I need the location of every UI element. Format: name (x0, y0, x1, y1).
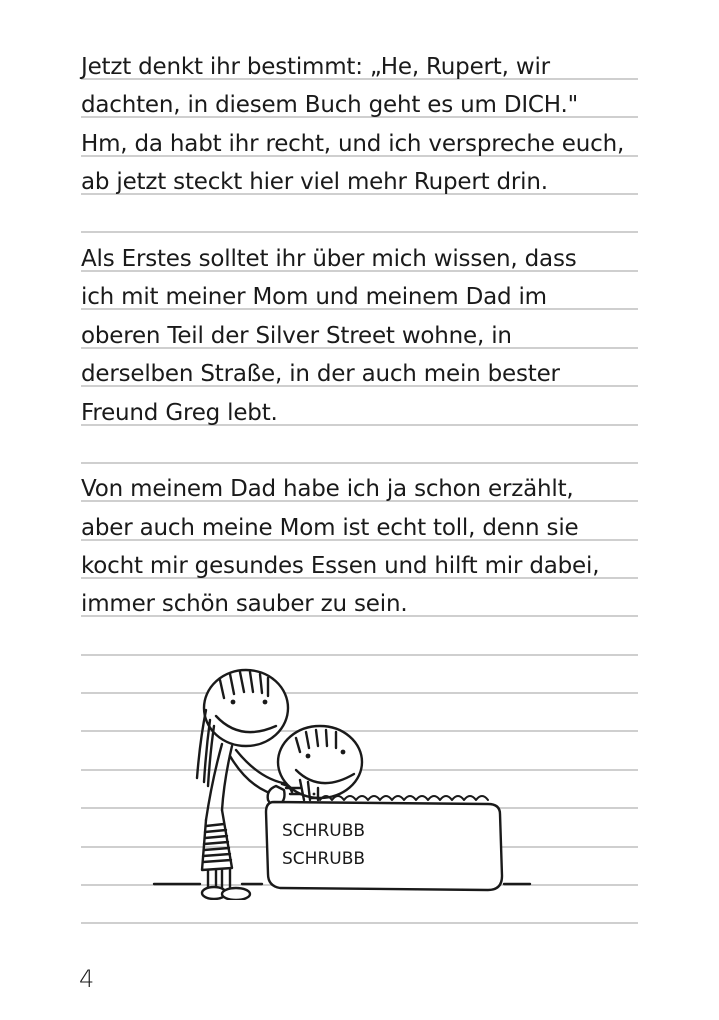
text-line: Jetzt denkt ihr bestimmt: „He, Rupert, wir (81, 54, 550, 80)
bubbles-icon (320, 796, 488, 800)
text-line: Hm, da habt ihr recht, und ich verspreche euch, (81, 131, 625, 157)
rule-line (81, 654, 638, 656)
sound-effect-line-2: SCHRUBB (282, 849, 366, 869)
text-line: kocht mir gesundes Essen und hilft mir dabei, (81, 553, 600, 579)
rule-line (81, 922, 638, 924)
sound-effect-line-1: SCHRUBB (282, 821, 366, 841)
rule-line (81, 231, 638, 233)
text-line: ab jetzt steckt hier viel mehr Rupert drin. (81, 169, 548, 195)
text-line: immer schön sauber zu sein. (81, 591, 408, 617)
text-line: Freund Greg lebt. (81, 400, 278, 426)
text-line: Als Erstes solltet ihr über mich wissen, dass (81, 246, 577, 272)
text-line: derselben Straße, in der auch mein bester (81, 361, 560, 387)
text-line: oberen Teil der Silver Street wohne, in (81, 323, 512, 349)
text-line: Von meinem Dad habe ich ja schon erzählt, (81, 476, 574, 502)
page-number: 4 (79, 965, 95, 993)
text-line: dachten, in diesem Buch geht es um DICH." (81, 92, 578, 118)
illustration-mom-scrubbing-rupert (150, 660, 550, 900)
rupert-figure-icon (278, 726, 362, 800)
bathtub-icon (266, 802, 502, 890)
text-line: ich mit meiner Mom und meinem Dad im (81, 284, 547, 310)
text-line: aber auch meine Mom ist echt toll, denn sie (81, 515, 579, 541)
rule-line (81, 462, 638, 464)
